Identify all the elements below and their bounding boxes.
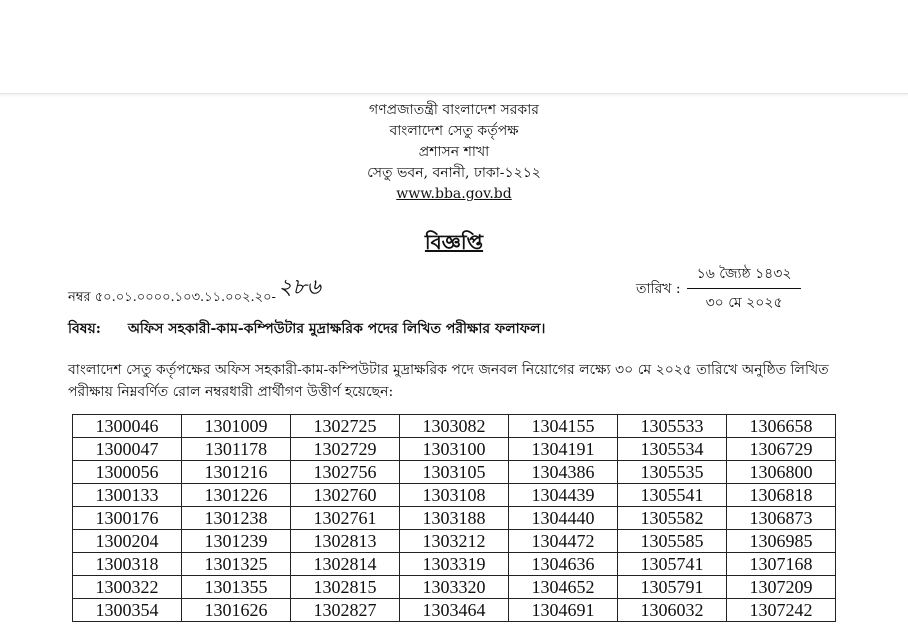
roll-number-cell: 1302814: [291, 553, 400, 576]
roll-number-cell: 1305535: [618, 461, 727, 484]
roll-number-cell: 1302729: [291, 438, 400, 461]
memo-date: [636, 262, 801, 315]
roll-number-cell: 1304386: [509, 461, 618, 484]
roll-number-cell: 1303319: [400, 553, 509, 576]
memo-number: [68, 272, 321, 309]
roll-number-cell: 1300056: [73, 461, 182, 484]
date-values: [687, 262, 802, 315]
roll-number-cell: 1301226: [182, 484, 291, 507]
roll-number-cell: 1300318: [73, 553, 182, 576]
table-row: [73, 576, 836, 599]
table-row: [73, 438, 836, 461]
roll-number-cell: 1306032: [618, 599, 727, 622]
results-table-body: [73, 415, 836, 622]
roll-number-cell: 1304636: [509, 553, 618, 576]
roll-number-cell: 1307242: [727, 599, 836, 622]
notice-title: বিজ্ঞপ্তি: [424, 230, 484, 254]
roll-number-cell: 1303464: [400, 599, 509, 622]
subject-label: বিষয়:: [68, 321, 101, 337]
roll-number-cell: 1302756: [291, 461, 400, 484]
table-row: [73, 415, 836, 438]
roll-number-cell: 1300133: [73, 484, 182, 507]
roll-number-cell: 1302725: [291, 415, 400, 438]
table-row: [73, 461, 836, 484]
roll-number-cell: 1305541: [618, 484, 727, 507]
roll-number-cell: 1306873: [727, 507, 836, 530]
roll-number-cell: 1300047: [73, 438, 182, 461]
roll-number-cell: 1304191: [509, 438, 618, 461]
roll-number-cell: 1306658: [727, 415, 836, 438]
roll-number-cell: 1303105: [400, 461, 509, 484]
website-link[interactable]: www.bba.gov.bd: [396, 186, 512, 202]
table-row: [73, 530, 836, 553]
roll-number-cell: 1304155: [509, 415, 618, 438]
table-row: [73, 553, 836, 576]
subject-text: অফিস সহকারী-কাম-কম্পিউটার মুদ্রাক্ষরিক পদের লিখিত পরীক্ষার ফলাফল।: [127, 321, 546, 337]
roll-number-cell: 1302761: [291, 507, 400, 530]
notice-body: বাংলাদেশ সেতু কর্তৃপক্ষের অফিস সহকারী-কাম-কম্পিউটার মুদ্রাক্ষরিক পদে জনবল নিয়োগের লক্ষ্যে ৩০ মে ২০২৫ তারিখে অনুষ্ঠিত লিখিত পরীক্ষায় নিম্নবর্ণিত রোল নম্বরধারী প্রার্থীগণ উত্তীর্ণ হয়েছেন:: [68, 362, 829, 400]
roll-number-cell: 1304472: [509, 530, 618, 553]
date-english: ৩০ মে ২০২৫: [705, 295, 783, 311]
table-row: [73, 599, 836, 622]
roll-number-cell: 1304439: [509, 484, 618, 507]
results-table: [72, 414, 836, 622]
roll-number-cell: 1302827: [291, 599, 400, 622]
roll-number-cell: 1303212: [400, 530, 509, 553]
roll-number-cell: 1304440: [509, 507, 618, 530]
roll-number-cell: 1302813: [291, 530, 400, 553]
roll-number-cell: 1301239: [182, 530, 291, 553]
top-blank-bar: [0, 0, 908, 94]
roll-number-cell: 1300322: [73, 576, 182, 599]
roll-number-cell: 1302815: [291, 576, 400, 599]
address: সেতু ভবন, বনানী, ঢাকা-১২১২: [367, 165, 541, 181]
roll-number-cell: 1305741: [618, 553, 727, 576]
roll-number-cell: 1301355: [182, 576, 291, 599]
roll-number-cell: 1303108: [400, 484, 509, 507]
table-row: [73, 484, 836, 507]
roll-number-cell: 1305582: [618, 507, 727, 530]
authority-name: বাংলাদেশ সেতু কর্তৃপক্ষ: [389, 123, 519, 139]
roll-number-cell: 1300046: [73, 415, 182, 438]
roll-number-cell: 1301178: [182, 438, 291, 461]
memo-number-handwritten: ২৮৬: [277, 275, 321, 300]
roll-number-cell: 1306985: [727, 530, 836, 553]
roll-number-cell: 1306729: [727, 438, 836, 461]
roll-number-cell: 1300204: [73, 530, 182, 553]
roll-number-cell: 1304691: [509, 599, 618, 622]
date-bangla: ১৬ জ্যৈষ্ঠ ১৪৩২: [687, 262, 802, 289]
branch-name: প্রশাসন শাখা: [418, 144, 490, 160]
roll-number-cell: 1307209: [727, 576, 836, 599]
roll-number-cell: 1303188: [400, 507, 509, 530]
roll-number-cell: 1301216: [182, 461, 291, 484]
letterhead: [0, 100, 908, 205]
roll-number-cell: 1301626: [182, 599, 291, 622]
roll-number-cell: 1304652: [509, 576, 618, 599]
government-name: গণপ্রজাতন্ত্রী বাংলাদেশ সরকার: [369, 102, 539, 118]
roll-number-cell: 1302760: [291, 484, 400, 507]
roll-number-cell: 1305533: [618, 415, 727, 438]
date-label: তারিখ :: [636, 280, 681, 297]
roll-number-cell: 1300176: [73, 507, 182, 530]
memo-number-prefix: নম্বর ৫০.০১.০০০০.১০৩.১১.০০২.২০-: [68, 290, 276, 305]
roll-number-cell: 1301325: [182, 553, 291, 576]
roll-number-cell: 1305534: [618, 438, 727, 461]
roll-number-cell: 1301238: [182, 507, 291, 530]
roll-number-cell: 1303320: [400, 576, 509, 599]
table-row: [73, 507, 836, 530]
roll-number-cell: 1300354: [73, 599, 182, 622]
roll-number-cell: 1306800: [727, 461, 836, 484]
roll-number-cell: 1306818: [727, 484, 836, 507]
roll-number-cell: 1303082: [400, 415, 509, 438]
roll-number-cell: 1301009: [182, 415, 291, 438]
roll-number-cell: 1303100: [400, 438, 509, 461]
roll-number-cell: 1305791: [618, 576, 727, 599]
roll-number-cell: 1305585: [618, 530, 727, 553]
subject-line: [68, 317, 545, 341]
roll-number-cell: 1307168: [727, 553, 836, 576]
